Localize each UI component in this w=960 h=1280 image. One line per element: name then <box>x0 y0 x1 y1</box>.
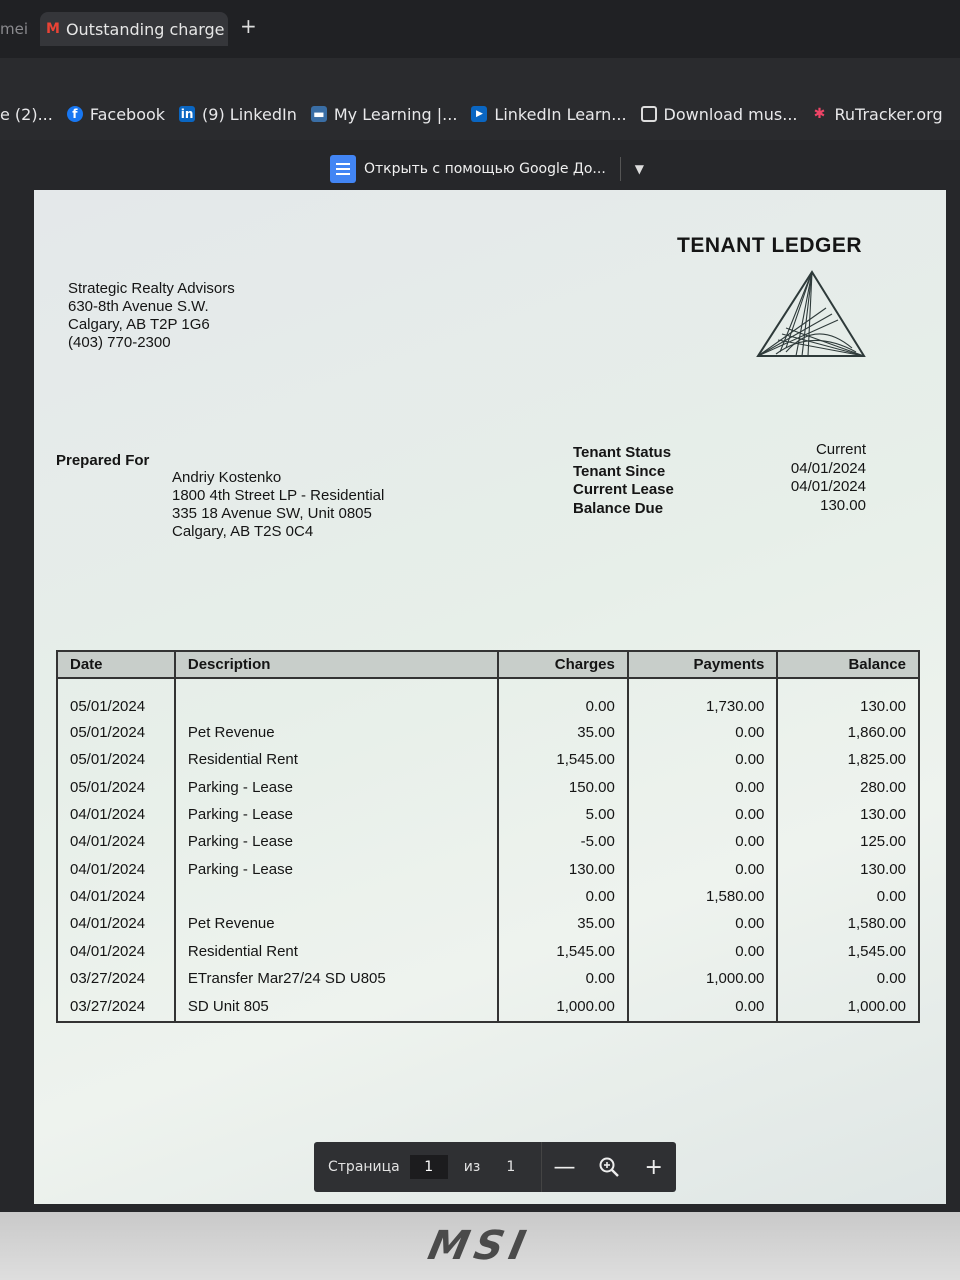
table-header-row <box>57 651 919 678</box>
open-with-label: Открыть с помощью Google До... <box>364 161 606 177</box>
cell-date: 04/01/2024 <box>57 828 175 855</box>
cell-charges: 0.00 <box>498 965 628 992</box>
cell-description <box>175 678 498 719</box>
balance-due-label: Balance Due <box>573 499 664 517</box>
cell-description: Residential Rent <box>175 746 498 773</box>
table-row <box>57 746 919 773</box>
tenant-address-line1: 335 18 Avenue SW, Unit 0805 <box>172 505 372 522</box>
cell-payments: 1,580.00 <box>628 883 778 910</box>
document-title: TENANT LEDGER <box>677 234 862 257</box>
cell-balance: 130.00 <box>777 678 919 719</box>
cell-payments: 0.00 <box>628 992 778 1022</box>
current-lease-label: Current Lease <box>573 481 674 498</box>
cell-date: 05/01/2024 <box>57 678 175 719</box>
bookmark-label: LinkedIn Learn... <box>494 104 627 124</box>
tab-fragment[interactable]: mei <box>0 20 29 38</box>
tenant-info <box>172 469 384 541</box>
cell-charges: 130.00 <box>498 855 628 882</box>
cell-balance: 1,825.00 <box>777 746 919 773</box>
company-address-line1: 630-8th Avenue S.W. <box>68 298 209 315</box>
linkedin-icon: in <box>180 107 194 121</box>
table-row <box>57 774 919 801</box>
cell-payments: 0.00 <box>628 746 778 773</box>
cell-charges: 1,000.00 <box>498 992 628 1022</box>
cell-balance: 130.00 <box>777 855 919 882</box>
cell-charges: 35.00 <box>498 910 628 937</box>
cell-description: Parking - Lease <box>175 828 498 855</box>
tab-bar <box>0 0 960 58</box>
cell-payments: 0.00 <box>628 774 778 801</box>
cell-date: 04/01/2024 <box>57 855 175 882</box>
tenant-since-value: 04/01/2024 <box>790 459 866 477</box>
cell-date: 03/27/2024 <box>57 965 175 992</box>
company-phone: (403) 770-2300 <box>68 334 171 351</box>
table-row <box>57 965 919 992</box>
page-of-label: из <box>463 1159 481 1175</box>
cell-charges: 1,545.00 <box>498 937 628 964</box>
cell-balance: 1,000.00 <box>777 992 919 1022</box>
cell-payments: 0.00 <box>628 855 778 882</box>
page-toolbar <box>314 1142 676 1192</box>
rutracker-icon: ✱ <box>813 106 826 122</box>
cell-description: SD Unit 805 <box>175 992 498 1022</box>
tenant-status-value: Current <box>815 441 866 458</box>
tenant-since-label: Tenant Since <box>573 462 666 480</box>
cell-date: 03/27/2024 <box>57 992 175 1022</box>
table-row <box>57 910 919 937</box>
tab-title: Outstanding charge <box>65 19 225 39</box>
google-docs-icon <box>330 155 356 183</box>
bookmark-linkedin[interactable] <box>179 105 297 124</box>
cell-date: 04/01/2024 <box>57 883 175 910</box>
page-total: 1 <box>506 1159 516 1175</box>
table-row <box>57 719 919 746</box>
tenant-name: Andriy Kostenko <box>172 469 282 486</box>
header-charges: Charges <box>498 651 628 678</box>
cell-date: 04/01/2024 <box>57 910 175 937</box>
table-row <box>57 855 919 882</box>
tenant-status-label: Tenant Status <box>573 444 672 461</box>
divider <box>620 157 621 181</box>
table-row <box>57 883 919 910</box>
cell-balance: 280.00 <box>777 774 919 801</box>
bookmark-facebook[interactable] <box>67 105 165 124</box>
bookmark-item[interactable] <box>0 105 53 124</box>
cell-charges: 1,545.00 <box>498 746 628 773</box>
bookmark-rutracker[interactable] <box>811 105 942 124</box>
company-address-line2: Calgary, AB T2P 1G6 <box>68 316 210 333</box>
cell-balance: 125.00 <box>777 828 919 855</box>
zoom-fit-icon[interactable] <box>587 1142 632 1192</box>
cell-balance: 130.00 <box>777 801 919 828</box>
cell-charges: 150.00 <box>498 774 628 801</box>
page-label: Страница <box>328 1159 400 1175</box>
page-number-input[interactable] <box>410 1155 448 1179</box>
active-tab[interactable] <box>40 12 228 46</box>
header-payments: Payments <box>628 651 778 678</box>
balance-due-value: 130.00 <box>820 496 866 514</box>
cell-date: 04/01/2024 <box>57 801 175 828</box>
laptop-icon: ▬ <box>311 106 327 122</box>
cell-description: Pet Revenue <box>175 910 498 937</box>
cell-date: 05/01/2024 <box>57 746 175 773</box>
cell-payments: 1,000.00 <box>628 965 778 992</box>
cell-balance: 0.00 <box>777 883 919 910</box>
cell-description: Pet Revenue <box>175 719 498 746</box>
company-address <box>68 280 235 352</box>
toolbar <box>0 58 960 88</box>
bookmark-label: Download mus... <box>663 104 798 124</box>
cell-balance: 1,545.00 <box>777 937 919 964</box>
cell-description: ETransfer Mar27/24 SD U805 <box>175 965 498 992</box>
cell-payments: 0.00 <box>628 910 778 937</box>
download-icon <box>641 106 657 122</box>
cell-description: Parking - Lease <box>175 801 498 828</box>
open-with-google-docs[interactable] <box>330 153 644 185</box>
table-row <box>57 678 919 719</box>
cell-description: Parking - Lease <box>175 855 498 882</box>
cell-payments: 0.00 <box>628 937 778 964</box>
cell-balance: 1,860.00 <box>777 719 919 746</box>
document-page <box>34 190 946 1204</box>
zoom-in-icon[interactable]: + <box>644 1154 663 1180</box>
table-row <box>57 828 919 855</box>
bookmark-label: (9) LinkedIn <box>202 104 297 124</box>
cell-description: Parking - Lease <box>175 774 498 801</box>
monitor-brand-logo: MSI <box>424 1223 536 1269</box>
chevron-down-icon[interactable]: ▼ <box>634 162 645 176</box>
bookmarks-bar <box>0 88 960 140</box>
facebook-icon: f <box>67 106 83 122</box>
bookmark-my-learning[interactable] <box>311 105 458 124</box>
cell-charges: 35.00 <box>498 719 628 746</box>
current-lease-value: 04/01/2024 <box>790 478 866 495</box>
gmail-icon: M <box>46 21 60 37</box>
company-logo-icon <box>756 268 868 364</box>
bookmark-label: RuTracker.org <box>834 104 943 124</box>
cell-description <box>175 883 498 910</box>
cell-balance: 1,580.00 <box>777 910 919 937</box>
table-row <box>57 937 919 964</box>
cell-payments: 1,730.00 <box>628 678 778 719</box>
tenant-address-line2: Calgary, AB T2S 0C4 <box>172 523 314 540</box>
zoom-out-icon[interactable]: — <box>553 1154 576 1180</box>
status-labels <box>573 444 674 518</box>
linkedin-learning-icon: ▶ <box>471 106 487 122</box>
header-date: Date <box>57 651 175 678</box>
cell-charges: 0.00 <box>498 678 628 719</box>
bookmark-linkedin-learning[interactable] <box>471 105 626 124</box>
bookmark-label: e (2)... <box>0 104 53 124</box>
tenant-property: 1800 4th Street LP - Residential <box>172 487 385 504</box>
cell-description: Residential Rent <box>175 937 498 964</box>
cell-date: 05/01/2024 <box>57 774 175 801</box>
cell-balance: 0.00 <box>777 965 919 992</box>
header-description: Description <box>175 651 498 678</box>
monitor-bezel <box>0 1212 960 1280</box>
cell-payments: 0.00 <box>628 828 778 855</box>
status-values <box>791 441 866 515</box>
header-balance: Balance <box>777 651 919 678</box>
bookmark-label: Facebook <box>89 104 166 124</box>
cell-payments: 0.00 <box>628 801 778 828</box>
ledger-table <box>56 650 920 1023</box>
cell-date: 04/01/2024 <box>57 937 175 964</box>
cell-charges: -5.00 <box>498 828 628 855</box>
bookmark-download[interactable] <box>641 105 798 124</box>
company-name: Strategic Realty Advisors <box>68 280 235 297</box>
cell-charges: 0.00 <box>498 883 628 910</box>
table-row <box>57 801 919 828</box>
cell-charges: 5.00 <box>498 801 628 828</box>
bookmark-label: My Learning |... <box>333 104 458 124</box>
cell-payments: 0.00 <box>628 719 778 746</box>
cell-date: 05/01/2024 <box>57 719 175 746</box>
prepared-for-label: Prepared For <box>56 452 150 469</box>
table-row <box>57 992 919 1022</box>
new-tab-button[interactable]: + <box>240 14 257 38</box>
